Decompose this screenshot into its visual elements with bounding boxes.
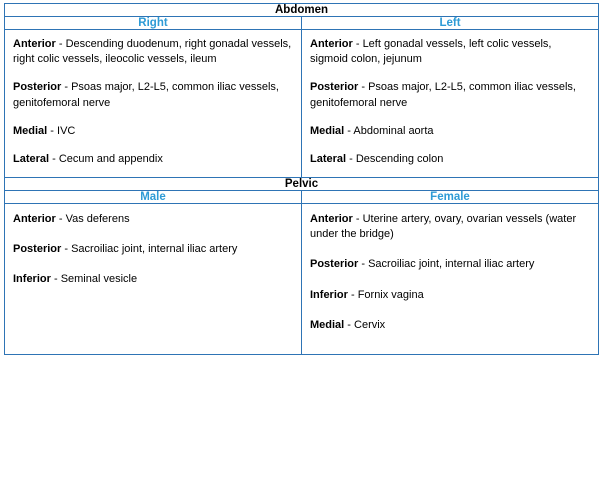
entry-label: Anterior xyxy=(13,38,56,50)
entry-lateral xyxy=(13,152,293,167)
pelvic-female-header: Female xyxy=(302,191,599,204)
entry-separator: - xyxy=(55,213,66,226)
entry-medial xyxy=(310,318,590,333)
entry-separator: - xyxy=(61,81,72,94)
entry-posterior xyxy=(310,257,590,272)
entry-text: Descending duodenum, right gonadal vessels, right colic vessels, ileocolic vessels, ileum xyxy=(13,38,292,66)
entry-label: Anterior xyxy=(310,213,353,226)
abdomen-right-entries xyxy=(5,30,301,177)
entry-text: Left gonadal vessels, left colic vessels, sigmoid colon, jejunum xyxy=(310,38,552,66)
entry-medial xyxy=(13,124,293,139)
pelvic-female-cell xyxy=(302,204,599,355)
entry-inferior xyxy=(310,288,590,303)
entry-separator: - xyxy=(346,152,356,165)
entry-label: Lateral xyxy=(13,152,50,165)
entry-text: Psoas major, L2-L5, common iliac vessels, genitofemoral nerve xyxy=(310,81,576,109)
entry-text: Psoas major, L2-L5, common iliac vessels, genitofemoral nerve xyxy=(13,81,279,109)
entry-anterior xyxy=(13,37,293,67)
entry-separator: - xyxy=(358,81,369,94)
entry-label: Medial xyxy=(310,124,345,137)
pelvic-section-title-row xyxy=(5,178,599,191)
entry-text: Uterine artery, ovary, ovarian vessels (water under the bridge) xyxy=(310,213,577,241)
entry-text: Sacroiliac joint, internal iliac artery xyxy=(71,243,238,256)
entry-label: Medial xyxy=(310,318,345,331)
entry-text: Vas deferens xyxy=(65,213,130,226)
abdomen-section-title-row xyxy=(5,4,599,17)
entry-label: Anterior xyxy=(310,38,353,50)
entry-separator: - xyxy=(344,124,354,137)
pelvic-male-entries xyxy=(5,204,301,309)
abdomen-left-header: Left xyxy=(302,17,599,30)
abdomen-left-cell xyxy=(302,30,599,178)
entry-separator: - xyxy=(55,38,66,50)
entry-label: Posterior xyxy=(310,258,359,271)
abdomen-content-row xyxy=(5,30,599,178)
entry-label: Posterior xyxy=(310,81,359,94)
abdomen-column-header-row xyxy=(5,17,599,30)
entry-medial xyxy=(310,124,590,139)
entry-text: Cervix xyxy=(354,318,386,331)
entry-label: Inferior xyxy=(310,288,348,301)
pelvic-content-row xyxy=(5,204,599,355)
abdomen-right-cell xyxy=(5,30,302,178)
entry-text: Seminal vesicle xyxy=(60,273,138,286)
entry-separator: - xyxy=(358,258,369,271)
entry-anterior xyxy=(310,37,590,67)
entry-lateral xyxy=(310,152,590,167)
entry-separator: - xyxy=(47,124,58,137)
entry-separator: - xyxy=(61,243,72,256)
pelvic-female-entries xyxy=(302,204,598,354)
abdomen-section-title: Abdomen xyxy=(5,4,599,17)
entry-posterior xyxy=(13,242,293,257)
entry-text: Fornix vagina xyxy=(357,288,424,301)
entry-anterior xyxy=(13,212,293,227)
entry-inferior xyxy=(13,272,293,287)
entry-text: Descending colon xyxy=(355,152,444,165)
entry-separator: - xyxy=(49,152,59,165)
pelvic-column-header-row xyxy=(5,191,599,204)
abdomen-left-entries xyxy=(302,30,598,177)
entry-posterior xyxy=(13,80,293,110)
entry-anterior xyxy=(310,212,590,242)
entry-text: Abdominal aorta xyxy=(353,124,434,137)
pelvic-section-title: Pelvic xyxy=(5,178,599,191)
entry-separator: - xyxy=(352,213,363,226)
entry-text: IVC xyxy=(57,124,76,137)
entry-separator: - xyxy=(347,288,358,301)
entry-text: Sacroiliac joint, internal iliac artery xyxy=(368,258,535,271)
entry-label: Anterior xyxy=(13,213,56,226)
abdomen-right-header: Right xyxy=(5,17,302,30)
pelvic-male-cell xyxy=(5,204,302,355)
entry-posterior xyxy=(310,80,590,110)
pelvic-male-header: Male xyxy=(5,191,302,204)
entry-label: Posterior xyxy=(13,243,62,256)
anatomy-relations-table xyxy=(4,3,599,355)
entry-label: Lateral xyxy=(310,152,347,165)
entry-label: Posterior xyxy=(13,81,62,94)
entry-text: Cecum and appendix xyxy=(58,152,163,165)
entry-separator: - xyxy=(344,318,355,331)
entry-label: Medial xyxy=(13,124,48,137)
entry-separator: - xyxy=(50,273,61,286)
entry-separator: - xyxy=(352,38,363,50)
entry-label: Inferior xyxy=(13,273,51,286)
